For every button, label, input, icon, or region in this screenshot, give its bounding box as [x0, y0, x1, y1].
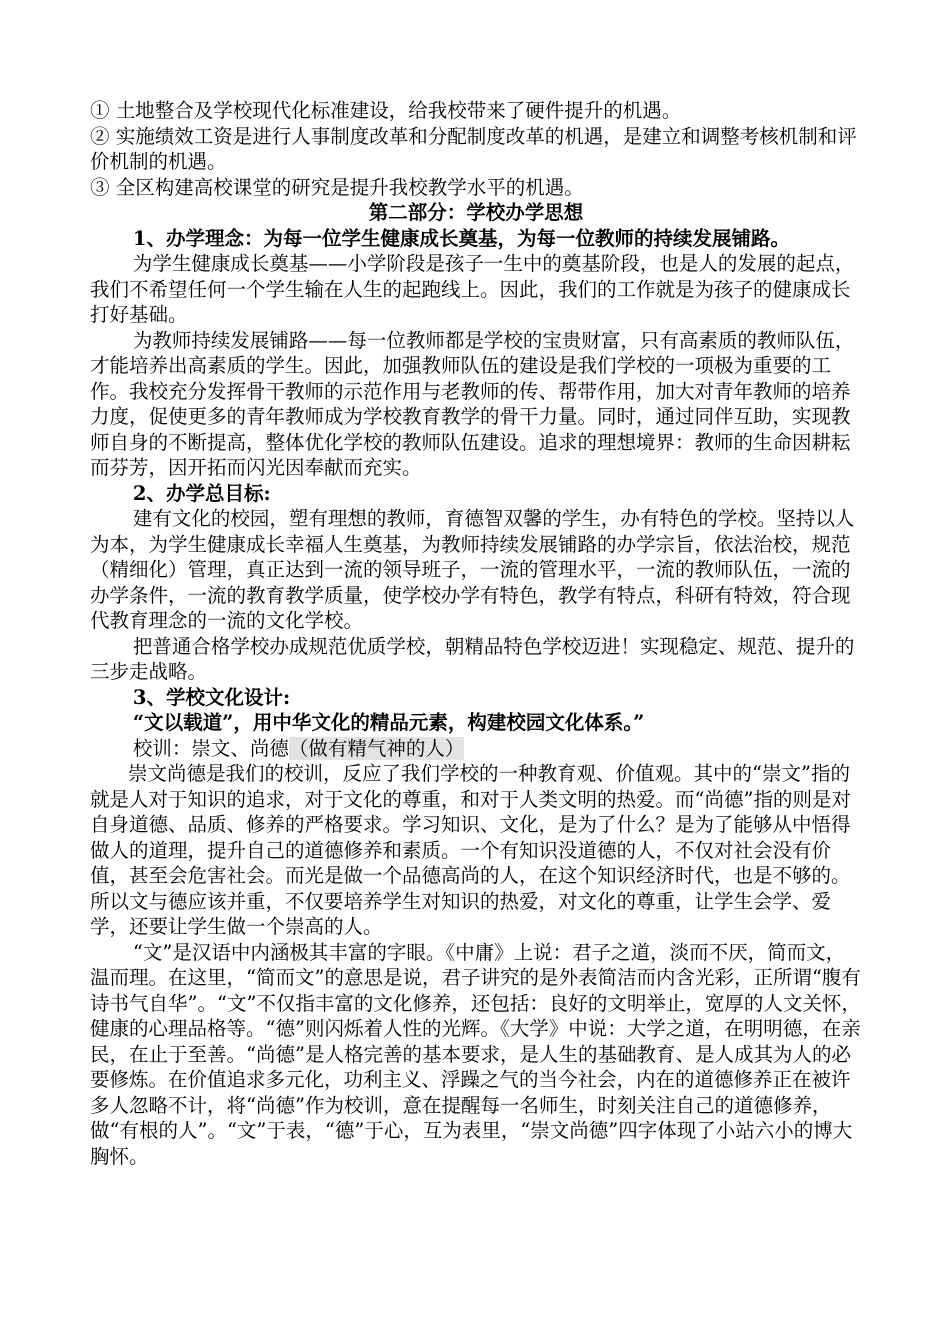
document-page	[90, 98, 862, 1169]
culture-slogan: “文以载道”，用中华文化的精品元素，构建校园文化体系。”	[132, 711, 645, 734]
opportunity-item-2: ② 实施绩效工资是进行人事制度改革和分配制度改革的机遇，是建立和调整考核机制和评价机制的机遇。	[90, 124, 857, 173]
goal-paragraph-2: 把普通合格学校办成规范优质学校，朝精品特色学校迈进！实现稳定、规范、提升的三步走战略。	[90, 634, 855, 683]
opportunity-item-1: ① 土地整合及学校现代化标准建设，给我校带来了硬件提升的机遇。	[90, 99, 682, 122]
motto-note: （做有精气神的人）	[288, 736, 465, 760]
part-title: 第二部分：学校办学思想	[368, 201, 584, 224]
philosophy-heading: 1、办学理念：为每一位学生健康成长奠基，为每一位教师的持续发展铺路。	[132, 226, 790, 250]
culture-heading: 3、学校文化设计:	[132, 685, 291, 709]
culture-paragraph-2: “文”是汉语中内涵极其丰富的字眼。《中庸》上说：君子之道，淡而不厌，简而文，温而理。在这里，“简而文”的意思是说，君子讲究的是外表简洁而内含光彩，正所谓“腹有诗书气自华”。“文”不仅指丰富的文化修养，还包括：良好的文明举止，宽厚的人文关怀，健康的心理品格等。“德”则闪烁着人性的光辉。《大学》中说：大学之道，在明明德，在亲民，在止于至善。“尚德”是人格完善的基本要求，是人生的基础教育、是人成其为人的必要修炼。在价值追求多元化，功利主义、浮躁之气的当今社会，内在的道德修养正在被许多人忽略不计，将“尚德”作为校训，意在提醒每一名师生，时刻关注自己的道德修养，做“有根的人”。“文”于表，“德”于心，互为表里，“崇文尚德”四字体现了小站六小的博大胸怀。	[90, 940, 861, 1168]
goal-heading: 2、办学总目标:	[132, 481, 271, 505]
school-motto	[90, 736, 862, 762]
culture-paragraph-1: 崇文尚德是我们的校训，反应了我们学校的一种教育观、价值观。其中的“崇文”指的就是人对于知识的追求，对于文化的尊重，和对于人类文明的热爱。而“尚德”指的则是对自身道德、品质、修养的严格要求。学习知识、文化，是为了什么？是为了能够从中悟得做人的道理，提升自己的道德修养和素质。一个有知识没道德的人，不仅对社会没有价值，甚至会危害社会。而光是做一个品德高尚的人，在这个知识经济时代，也是不够的。所以文与德应该并重，不仅要培养学生对知识的热爱，对文化的尊重，让学生会学、爱学，还要让学生做一个崇高的人。	[90, 762, 851, 938]
philosophy-paragraph-2: 为教师持续发展铺路——每一位教师都是学校的宝贵财富，只有高素质的教师队伍，才能培养出高素质的学生。因此，加强教师队伍的建设是我们学校的一项极为重要的工作。我校充分发挥骨干教师的示范作用与老教师的传、帮带作用，加大对青年教师的培养力度，促使更多的青年教师成为学校教育教学的骨干力量。同时，通过同伴互助，实现教师自身的不断提高，整体优化学校的教师队伍建设。追求的理想境界：教师的生命因耕耘而芬芳，因开拓而闪光因奉献而充实。	[90, 328, 855, 479]
opportunity-item-3: ③ 全区构建高校课堂的研究是提升我校教学水平的机遇。	[90, 175, 584, 199]
philosophy-paragraph-1: 为学生健康成长奠基——小学阶段是孩子一生中的奠基阶段，也是人的发展的起点，我们不希望任何一个学生输在人生的起跑线上。因此，我们的工作就是为孩子的健康成长打好基础。	[90, 252, 855, 326]
motto-label: 校训：崇文、尚德	[132, 736, 289, 760]
goal-paragraph-1: 建有文化的校园，塑有理想的教师，育德智双馨的学生，办有特色的学校。坚持以人为本，为学生健康成长幸福人生奠基，为教师持续发展铺路的办学宗旨，依法治校，规范（精细化）管理，真正达到一流的领导班子，一流的管理水平，一流的教师队伍，一流的办学条件，一流的教育教学质量，使学校办学有特色，教学有特点，科研有特效，符合现代教育理念的一流的文化学校。	[90, 507, 855, 632]
